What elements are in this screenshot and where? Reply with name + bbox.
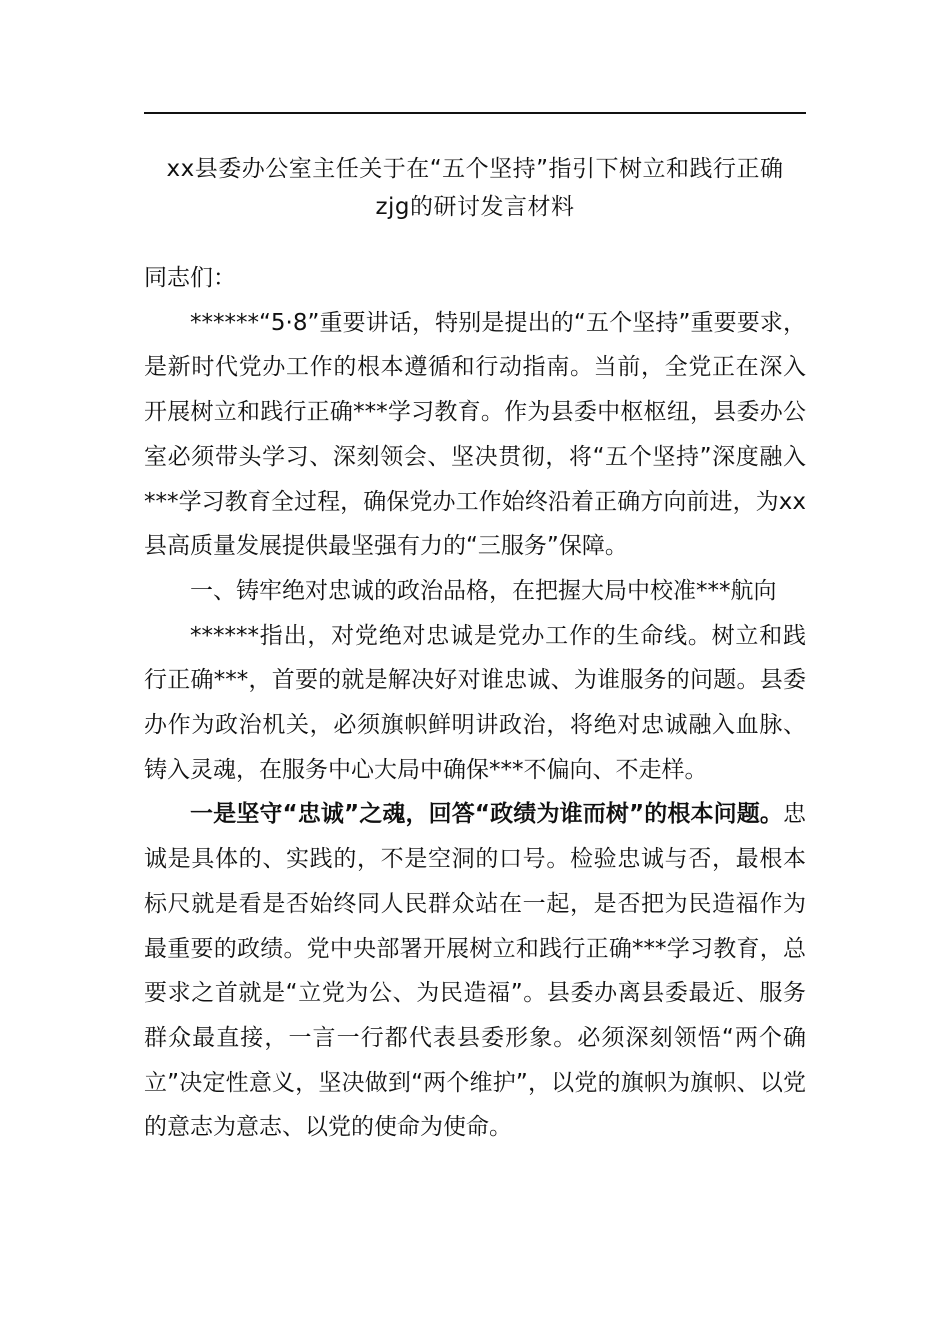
section-heading-1: 一、铸牢绝对忠诚的政治品格，在把握大局中校准***航向 [190,577,777,604]
document-title [140,150,810,226]
title-line-1: xx县委办公室主任关于在“五个坚持”指引下树立和践行正确 [166,156,784,182]
title-line-2: zjg的研讨发言材料 [375,194,575,220]
point-1-lead: 一是坚守“忠诚”之魂，回答“政绩为谁而树”的根本问题。 [190,801,783,828]
salutation: 同志们： [144,265,236,291]
document-body [144,256,806,1150]
section-1-paragraph: ******指出，对党绝对忠诚是党办工作的生命线。树立和践行正确***，首要的就是解决好对谁忠诚、为谁服务的问题。县委办作为政治机关，必须旗帜鲜明讲政治，将绝对忠诚融入血脉、铸入灵魂，在服务中心大局中确保***不偏向、不走样。 [144,622,806,783]
point-1-paragraph [144,792,806,1150]
point-1-body: 忠诚是具体的、实践的，不是空洞的口号。检验忠诚与否，最根本标尺就是看是否始终同人民群众站在一起，是否把为民造福作为最重要的政绩。党中央部署开展树立和践行正确***学习教育，总要求之首就是“立党为公、为民造福”。县委办离县委最近、服务群众最直接，一言一行都代表县委形象。必须深刻领悟“两个确立”决定性意义，坚决做到“两个维护”，以党的旗帜为旗帜、以党的意志为意志、以党的使命为使命。 [144,801,806,1141]
intro-paragraph: ******“5·8”重要讲话，特别是提出的“五个坚持”重要要求，是新时代党办工作的根本遵循和行动指南。当前，全党正在深入开展树立和践行正确***学习教育。作为县委中枢枢纽，县委办公室必须带头学习、深刻领会、坚决贯彻，将“五个坚持”深度融入***学习教育全过程，确保党办工作始终沿着正确方向前进，为xx县高质量发展提供最坚强有力的“三服务”保障。 [144,309,806,560]
header-rule [144,112,806,114]
